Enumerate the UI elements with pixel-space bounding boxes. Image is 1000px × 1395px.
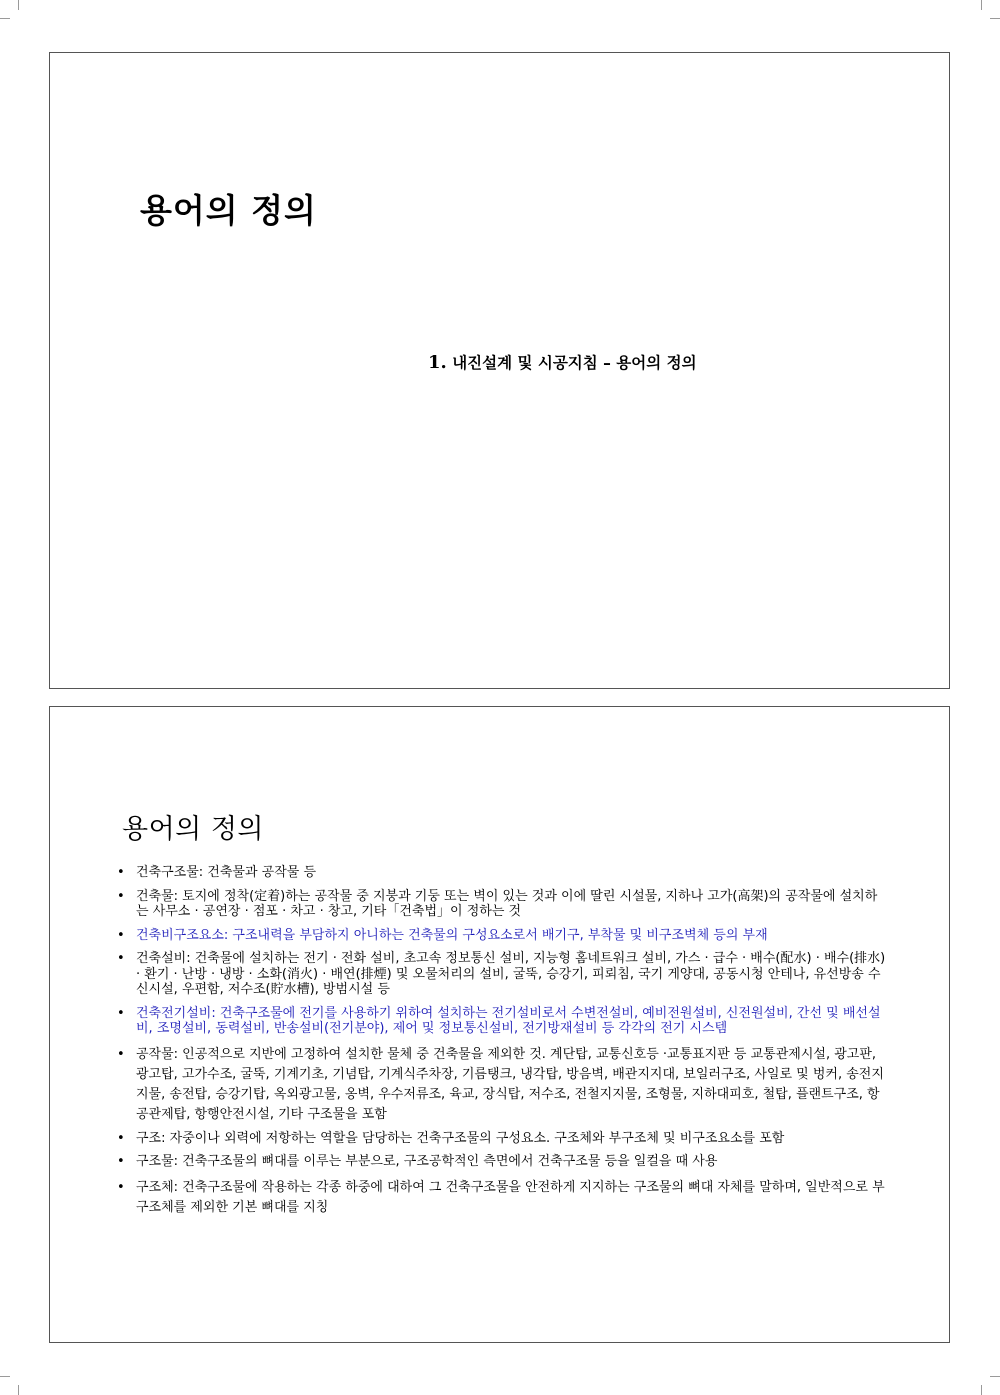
crop-mark	[0, 1376, 10, 1377]
slide-1-subtitle	[428, 351, 697, 373]
crop-mark	[18, 1385, 19, 1395]
list-item: • 공작물: 인공적으로 지반에 고정하여 설치한 물체 중 건축물을 제외한 것. 계단탑, 교통신호등 ·교통표지판 등 교통관제시설, 광고판, 광고탑, 고가수조, 굴뚝, 기계기초, 기념탑, 기계식주차장, 기름탱크, 냉각탑, 방음벽, 배관지지대, 보일러구조, 사일로 및 벙커, 송전지지물, 송전탑, 승강기탑, 옥외광고물, 옹벽, 우수저류조, 육교, 장식탑, 저수조, 전철지지물, 조형물, 지하대피호, 철탑, 플랜트구조, 항공관제탑, 항행안전시설, 기타 구조물을 포함	[114, 1045, 886, 1125]
crop-mark	[990, 1376, 1000, 1377]
list-item: • 건축전기설비: 건축구조물에 전기를 사용하기 위하여 설치하는 전기설비로서 수변전설비, 예비전원설비, 신전원설비, 간선 및 배선설비, 조명설비, 동력설비, 반송설비(전기분야), 제어 및 정보통신설비, 전기방재설비 등 각각의 전기 시스템	[114, 1006, 886, 1037]
slide-1	[49, 52, 950, 689]
list-item: • 건축구조물: 건축물과 공작물 등	[114, 865, 886, 881]
crop-mark	[981, 0, 982, 10]
slide-2-title: 용어의 정의	[122, 814, 264, 845]
list-item: • 구조체: 건축구조물에 작용하는 각종 하중에 대하여 그 건축구조물을 안전하게 지지하는 구조물의 뼈대 자체를 말하며, 일반적으로 부구조체를 제외한 기본 뼈대를 지칭	[114, 1178, 886, 1218]
crop-mark	[0, 18, 10, 19]
crop-mark	[18, 0, 19, 10]
definition-list	[114, 865, 886, 1224]
crop-mark	[990, 18, 1000, 19]
slide-1-title: 용어의 정의	[140, 191, 317, 230]
list-item: • 건축설비: 건축물에 설치하는 전기 · 전화 설비, 초고속 정보통신 설비, 지능형 홈네트워크 설비, 가스 · 급수 · 배수(配水) · 배수(排水) · 환기 · 난방 · 냉방 · 소화(消火) · 배연(排煙) 및 오물처리의 설비, 굴뚝, 승강기, 피뢰침, 국기 게양대, 공동시청 안테나, 유선방송 수신시설, 우편함, 저수조(貯水槽), 방범시설 등	[114, 951, 886, 998]
list-item: • 건축물: 토지에 정착(定着)하는 공작물 중 지붕과 기둥 또는 벽이 있는 것과 이에 딸린 시설물, 지하나 고가(高架)의 공작물에 설치하는 사무소 · 공연장 · 점포 · 차고 · 창고, 기타「건축법」이 정하는 것	[114, 889, 886, 920]
subtitle-text: 내진설계 및 시공지침 – 용어의 정의	[452, 354, 697, 372]
list-item: • 구조: 자중이나 외력에 저항하는 역할을 담당하는 건축구조물의 구성요소. 구조체와 부구조체 및 비구조요소를 포함	[114, 1131, 886, 1147]
subtitle-number: 1.	[428, 352, 447, 373]
slide-2	[49, 706, 950, 1343]
crop-mark	[981, 1385, 982, 1395]
list-item: • 구조물: 건축구조물의 뼈대를 이루는 부분으로, 구조공학적인 측면에서 건축구조물 등을 일컬을 때 사용	[114, 1154, 886, 1170]
list-item: • 건축비구조요소: 구조내력을 부담하지 아니하는 건축물의 구성요소로서 배기구, 부착물 및 비구조벽체 등의 부재	[114, 928, 886, 944]
